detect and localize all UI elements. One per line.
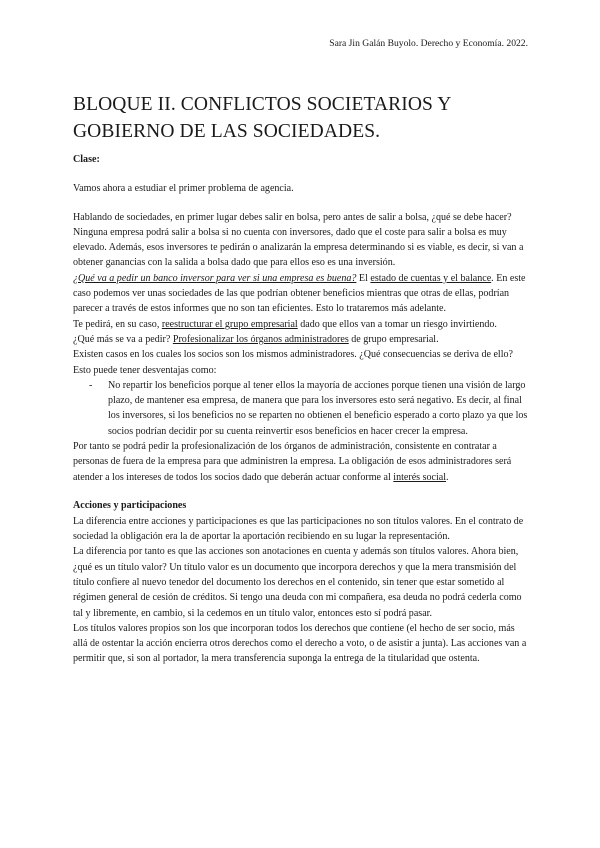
document-body <box>73 152 531 667</box>
paragraph-reestructurar: Te pedirá, en su caso, reestructurar el grupo empresarial dado que ellos van a tomar un riesgo invirtiendo. <box>73 318 497 330</box>
page-header: Sara Jin Galán Buyolo. Derecho y Economía. 2022. <box>329 38 528 49</box>
list-item-text: No repartir los beneficios porque al tener ellos la mayoría de acciones porque tienen una visión de largo plazo, de mantener esa empresa, de manera que para los inversores esto será negativo. Es decir, al final los inversores, si los beneficios no se reparten no obtienen el beneficio esperado a corto plazo ya que los socios podrían decidir por su cuenta reinvertir esos beneficios en hacer crecer la empresa. <box>108 379 528 437</box>
page-title <box>73 91 543 145</box>
paragraph-acciones-2: La diferencia por tanto es que las acciones son anotaciones en cuenta y además son títulos valores. Ahora bien, ¿qué es un título valor? Un título valor es un documento que incorpora derechos y que la mera transmisión del título confiere al nuevo tenedor del documento los derechos en el contenido, sin tener que estar sometido al régimen general de cesión de créditos. Si tengo una deuda con mi compañera, esa deuda no podrá cederla como tal y libremente, en cambio, si la cedemos en un título valor, entonces esto sí podrá pasar. <box>73 546 522 619</box>
estado-cuentas-term: estado de cuentas y el balance <box>370 272 492 284</box>
paragraph-banco: ¿Qué va a pedir un banco inversor para ver si una empresa es buena? El estado de cuentas y el balance. En este caso podemos ver unas sociedades de las que podrían obtener beneficios mientras que otras de ellas, podrían parecer a través de estos informes que no son tan eficientes. Esto lo trataremos más adelante. <box>73 272 526 315</box>
disadvantages-list <box>73 378 531 439</box>
paragraph-bolsa: Hablando de sociedades, en primer lugar debes salir en bolsa, pero antes de salir a bolsa, ¿qué se debe hacer? Ninguna empresa podrá salir a bolsa si no cuenta con inversores, dado que el coste para salir a bolsa es muy elevado. Además, esos inversores te pedirán o analizarán la empresa determinando si es viable, es decir, si van a obtener ganancias con la salida a bolsa dado que para ellos eso es una inversión. <box>73 211 524 269</box>
profesionalizar-term: Profesionalizar los órganos administradores <box>172 333 349 345</box>
paragraph-acciones-3: Los títulos valores propios son los que incorporan todos los derechos que contiene (el hecho de ser socio, más allá de ostentar la acción encierra otros derechos como el derecho a voto, o de asistir a junta). Las acciones van a permitir que, si son al portador, la mera transferencia suponga la entrega de la titularidad que ostenta. <box>73 622 527 665</box>
list-item <box>73 378 531 439</box>
section-heading-acciones: Acciones y participaciones <box>73 500 187 512</box>
paragraph-acciones-1: La diferencia entre acciones y participaciones es que las participaciones no son títulos valores. En el contrato de sociedad la obligación era la de aportar la aportación recibiendo en su lugar la representación. <box>73 515 524 543</box>
clase-label: Clase: <box>73 154 100 165</box>
reestructurar-term: reestructurar el grupo empresarial <box>161 318 298 330</box>
list-bullet: - <box>89 379 93 391</box>
paragraph-intro: Vamos ahora a estudiar el primer problema de agencia. <box>73 182 294 194</box>
paragraph-socios: Existen casos en los cuales los socios son los mismos administradores. ¿Qué consecuencias se deriva de ello? Esto puede tener desventajas como: <box>73 349 514 376</box>
title-line-1: BLOQUE II. CONFLICTOS SOCIETARIOS Y <box>73 94 452 115</box>
title-line-2: GOBIERNO DE LAS SOCIEDADES. <box>73 121 381 142</box>
interes-social-term: interés social <box>393 471 447 483</box>
paragraph-profesionalizar: ¿Qué más se va a pedir? Profesionalizar los órganos administradores de grupo empresarial. <box>73 333 439 345</box>
banco-question: ¿Qué va a pedir un banco inversor para ver si una empresa es buena? <box>73 272 357 284</box>
paragraph-profesionalizacion: Por tanto se podrá pedir la profesionalización de los órganos de administración, consistente en contratar a personas de fuera de la empresa para que administren la empresa. La obligación de esos administradores será atender a los intereses de todos los socios dado que deberán actuar conforme al interés social. <box>73 441 512 483</box>
